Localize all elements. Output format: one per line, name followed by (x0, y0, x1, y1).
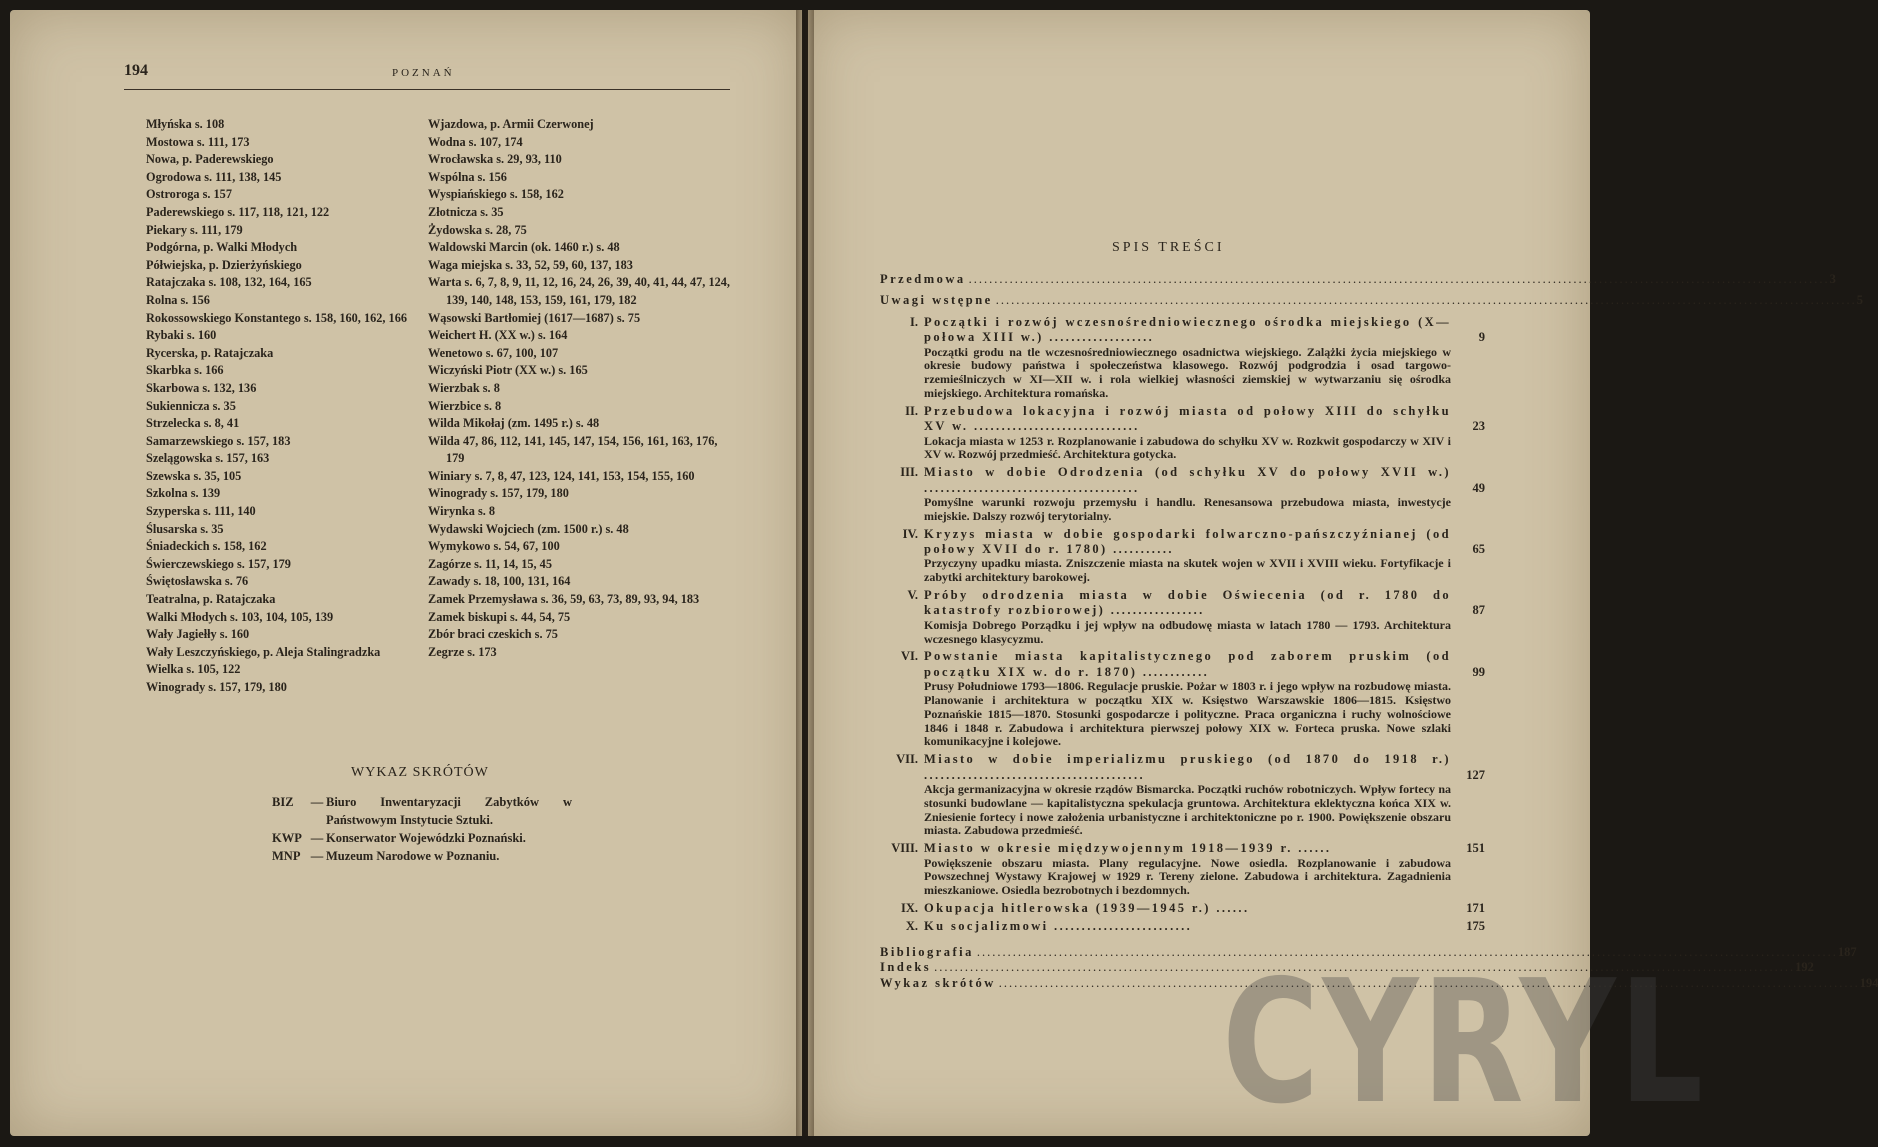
index-entry: Wierzbice s. 8 (428, 398, 502, 413)
index-entry: Wyspiańskiego s. 158, 162 (428, 187, 564, 202)
chapter-title: Początki i rozwój wczesnośredniowiecznego ośrodka miejskiego (X—połowa XIII w.) ................... (924, 314, 1451, 345)
index-entry: Ratajczaka s. 108, 132, 164, 165 (146, 275, 312, 290)
abbreviation-key: MNP (272, 849, 301, 863)
toc-page-number: 5 (1856, 293, 1863, 308)
chapter-number: VII. (896, 752, 918, 767)
chapter-title-row (924, 588, 1485, 619)
chapter-number: VIII. (891, 841, 918, 856)
chapter-body (924, 588, 1485, 646)
chapter-title: Miasto w dobie imperializmu pruskiego (od 1870 do 1918 r.) ........................................ (924, 752, 1451, 782)
chapter-title-row (924, 649, 1485, 680)
index-entry: Waga miejska s. 33, 52, 59, 60, 137, 183 (428, 257, 633, 272)
index-entry: Rokossowskiego Konstantego s. 158, 160, 162, 166 (146, 310, 407, 325)
chapter-body (924, 465, 1485, 523)
chapter-title-row (924, 527, 1485, 558)
index-entry: Skarbka s. 166 (146, 363, 224, 378)
index-entry: Szkolna s. 139 (146, 486, 221, 501)
chapter-title: Ku socjalizmowi ......................... (924, 919, 1193, 934)
index-entry: Zegrze s. 173 (428, 644, 497, 659)
chapter-page-number: 49 (1472, 480, 1485, 495)
toc-page-number: 187 (1837, 944, 1857, 959)
chapter-page-number: 99 (1472, 664, 1485, 679)
index-entry: Wały Leszczyńskiego, p. Aleja Stalingradzka (146, 644, 381, 659)
index-entry: Wspólna s. 156 (428, 169, 507, 184)
index-entry: Wilda 47, 86, 112, 141, 145, 147, 154, 156, 161, 163, 176, 179 (428, 433, 718, 466)
index-column-1 (146, 116, 424, 697)
abbreviation-row (272, 793, 572, 829)
chapter-body (924, 919, 1485, 934)
chapter-page-number: 151 (1466, 841, 1485, 856)
abbreviation-dash: — (310, 849, 324, 863)
index-entry: Szewska s. 35, 105 (146, 468, 242, 483)
toc-chapter (880, 404, 1485, 462)
header-rule (124, 89, 730, 90)
chapter-title: Miasto w okresie międzywojennym 1918—1939 r. ...... (924, 841, 1332, 856)
chapter-page-number: 87 (1472, 603, 1485, 618)
chapter-description: Lokacja miasta w 1253 r. Rozplanowanie i zabudowa do schyłku XV w. Rozkwit gospodarczy w XIV i XV w. Rozwój przedmieść. Architektura gotycka. (924, 433, 1451, 462)
toc-label-wrap (880, 293, 1857, 308)
index-entry: Teatralna, p. Ratajczaka (146, 592, 276, 607)
chapter-body (924, 404, 1485, 462)
toc-row (880, 293, 1863, 308)
index-entry: Waldowski Marcin (ok. 1460 r.) s. 48 (428, 240, 620, 255)
toc-label: Wykaz skrótów (880, 975, 996, 990)
chapter-number: IV. (902, 526, 918, 541)
chapter-body (924, 841, 1485, 898)
index-entry: Paderewskiego s. 117, 118, 121, 122 (146, 204, 330, 219)
index-entry: Szyperska s. 111, 140 (146, 504, 256, 519)
chapter-page-number: 171 (1466, 901, 1485, 916)
index-entry: Rolna s. 156 (146, 292, 210, 307)
index-entry: Wodna s. 107, 174 (428, 134, 523, 149)
toc-chapter (880, 649, 1485, 749)
index-entry: Wąsowski Bartłomiej (1617—1687) s. 75 (428, 310, 641, 325)
table-of-contents (880, 272, 1878, 991)
chapter-number: V. (907, 588, 918, 603)
index-entry: Wielka s. 105, 122 (146, 662, 241, 677)
toc-label: Przedmowa (880, 272, 966, 286)
index-entry: Złotnicza s. 35 (428, 204, 504, 219)
chapter-title: Miasto w dobie Odrodzenia (od schyłku XV do połowy XVII w.) ....................................... (924, 465, 1451, 495)
abbreviation-dash: — (310, 795, 324, 809)
index-entry: Mostowa s. 111, 173 (146, 134, 250, 149)
chapter-page-number: 127 (1466, 767, 1485, 782)
abbreviation-dash: — (310, 831, 324, 845)
index-entry: Wrocławska s. 29, 93, 110 (428, 152, 562, 167)
chapter-title-row (924, 404, 1485, 435)
index-entry: Weichert H. (XX w.) s. 164 (428, 328, 568, 343)
toc-leader-dots (993, 293, 1857, 308)
chapter-number: I. (910, 314, 918, 329)
index-entry: Ogrodowa s. 111, 138, 145 (146, 169, 282, 184)
chapter-number: VI. (900, 649, 918, 664)
watermark-logo: CYRYL (1222, 944, 1707, 1142)
index-entry: Wiczyński Piotr (XX w.) s. 165 (428, 363, 588, 378)
index-entry: Szelągowska s. 157, 163 (146, 451, 270, 466)
chapter-title-row (924, 752, 1485, 783)
chapter-title-row (924, 841, 1485, 856)
chapter-description: Pomyślne warunki rozwoju przemysłu i handlu. Renesansowa przebudowa miasta, inwestycje miejskie. Dalszy rozwój terytorialny. (924, 495, 1451, 523)
chapter-title: Powstanie miasta kapitalistycznego pod zaborem pruskim (od początku XIX w. do r. 1870) ............ (924, 649, 1451, 679)
index-entry: Winiary s. 7, 8, 47, 123, 124, 141, 153, 154, 155, 160 (428, 468, 695, 483)
index-entry: Wymykowo s. 54, 67, 100 (428, 539, 560, 554)
chapter-description: Prusy Południowe 1793—1806. Regulacje pruskie. Pożar w 1803 r. i jego wpływ na rozbudowę miasta. Planowanie i architektura w początku XIX w. Księstwo Warszawskie 1806—1815. Księstwo Poznańskie 1815—1870. Stosunki gospodarcze i polityczne. Praca organiczna i ruchy wolnościowe 1846 i 1848 r. Zabudowa i architektura pierwszej połowy XIX w. Forteca pruska. Nowe szlaki komunikacyjne i kolejowe. (924, 679, 1451, 749)
index-entry: Rycerska, p. Ratajczaka (146, 345, 274, 360)
chapter-page-number: 65 (1472, 542, 1485, 557)
index-entry: Walki Młodych s. 103, 104, 105, 139 (146, 609, 334, 624)
abbreviation-value: Konserwator Wojewódzki Poznański. (326, 831, 526, 845)
abbreviation-row (272, 847, 572, 865)
toc-chapter (880, 465, 1485, 523)
index-entry: Winogrady s. 157, 179, 180 (146, 680, 287, 694)
chapter-number: II. (905, 403, 918, 418)
chapter-number: III. (900, 465, 918, 480)
toc-title: SPIS TREŚCI (1112, 240, 1225, 255)
toc-label: Indeks (880, 960, 932, 975)
chapter-title: Kryzys miasta w dobie gospodarki folwarczno-pańszczyźnianej (od połowy XVII do r. 1780) ........... (924, 526, 1451, 557)
chapter-page-number: 175 (1466, 919, 1485, 934)
index-entry: Wały Jagiełły s. 160 (146, 627, 250, 642)
toc-leader-dots (966, 272, 1830, 287)
index-entry: Śniadeckich s. 158, 162 (146, 539, 267, 554)
index-entry: Żydowska s. 28, 75 (428, 222, 527, 237)
index-entry: Sukiennicza s. 35 (146, 398, 236, 413)
index-entry: Ostroroga s. 157 (146, 187, 232, 202)
chapter-page-number: 9 (1478, 330, 1485, 345)
page-number: 194 (124, 62, 148, 79)
chapter-title-row (924, 465, 1485, 496)
index-entry: Wilda Mikołaj (zm. 1495 r.) s. 48 (428, 416, 600, 431)
index-entry: Wierzbak s. 8 (428, 380, 500, 395)
toc-label-wrap (880, 272, 1830, 287)
index-entry: Zamek Przemysława s. 36, 59, 63, 73, 89, 93, 94, 183 (428, 592, 700, 607)
abbreviation-value: Biuro Inwentaryzacji Zabytków w Państwowym Instytucie Sztuki. (326, 795, 572, 827)
index-entry: Ślusarska s. 35 (146, 521, 224, 536)
toc-chapter (880, 841, 1485, 898)
chapter-number: IX. (900, 901, 918, 916)
toc-chapters (880, 315, 1485, 935)
index-column-2 (428, 116, 738, 661)
toc-page-number: 192 (1795, 960, 1814, 975)
index-entry: Zbór braci czeskich s. 75 (428, 627, 558, 642)
index-entry: Świerczewskiego s. 157, 179 (146, 556, 291, 571)
index-entry: Półwiejska, p. Dzierżyńskiego (146, 257, 302, 272)
index-entry: Strzelecka s. 8, 41 (146, 416, 240, 431)
abbreviation-key: BIZ (272, 795, 294, 809)
chapter-title: Okupacja hitlerowska (1939—1945 r.) ...... (924, 901, 1250, 916)
index-entry: Warta s. 6, 7, 8, 9, 11, 12, 16, 24, 26, 39, 40, 41, 44, 47, 124, 139, 140, 148, 153, 159, 161, 179, 182 (428, 275, 730, 307)
abbreviation-row (272, 829, 572, 847)
chapter-description: Powiększenie obszaru miasta. Plany regulacyjne. Nowe osiedla. Rozplanowanie i zabudowa Powszechnej Wystawy Krajowej w 1929 r. Tereny zielone. Zabudowa i architektura. Zagadnienia mieszkaniowe. Osiedla bezrobotnych i bezdomnych. (924, 855, 1451, 898)
chapter-page-number: 23 (1472, 419, 1485, 434)
chapter-body (924, 649, 1485, 749)
abbreviations-list (272, 793, 572, 865)
chapter-body (924, 901, 1485, 916)
index-entry: Piekary s. 111, 179 (146, 222, 243, 237)
chapter-title-row (924, 901, 1485, 916)
toc-front-matter (880, 272, 1863, 309)
chapter-title: Próby odrodzenia miasta w dobie Oświecenia (od r. 1780 do katastrofy rozbiorowej) ................. (924, 588, 1451, 618)
toc-page-number: 3 (1829, 272, 1836, 286)
toc-chapter (880, 527, 1485, 585)
index-entry: Zawady s. 18, 100, 131, 164 (428, 574, 571, 589)
index-entry: Winogrady s. 157, 179, 180 (428, 486, 569, 501)
running-head: POZNAŃ (392, 67, 455, 79)
index-entry: Świętosławska s. 76 (146, 574, 249, 589)
toc-label: Bibliografia (880, 944, 974, 959)
index-entry: Zamek biskupi s. 44, 54, 75 (428, 609, 571, 624)
toc-page-number: 194 (1859, 975, 1878, 990)
index-entry: Samarzewskiego s. 157, 183 (146, 433, 291, 448)
index-entry: Wenetowo s. 67, 100, 107 (428, 345, 559, 360)
index-entry: Rybaki s. 160 (146, 328, 217, 343)
toc-label: Uwagi wstępne (880, 293, 993, 308)
toc-chapter (880, 588, 1485, 646)
index-entry: Podgórna, p. Walki Młodych (146, 240, 298, 255)
chapter-body (924, 752, 1485, 838)
chapter-title-row (924, 919, 1485, 934)
chapter-title: Przebudowa lokacyjna i rozwój miasta od połowy XIII do schyłku XV w. .............................. (924, 403, 1451, 434)
chapter-number: X. (905, 919, 918, 934)
index-entry: Zagórze s. 11, 14, 15, 45 (428, 556, 552, 571)
toc-chapter (880, 752, 1485, 838)
toc-row (880, 272, 1836, 287)
index-entry: Nowa, p. Paderewskiego (146, 152, 274, 167)
abbreviation-value: Muzeum Narodowe w Poznaniu. (326, 849, 500, 863)
toc-chapter (880, 919, 1485, 934)
index-entry: Wjazdowa, p. Armii Czerwonej (428, 117, 594, 131)
chapter-description: Komisja Dobrego Porządku i jej wpływ na odbudowę miasta w latach 1780 — 1793. Architektura wczesnego klasycyzmu. (924, 617, 1451, 646)
index-entry: Wydawski Wojciech (zm. 1500 r.) s. 48 (428, 521, 629, 536)
index-entry: Skarbowa s. 132, 136 (146, 380, 257, 395)
chapter-title-row (924, 315, 1485, 346)
toc-chapter (880, 901, 1485, 916)
chapter-description: Akcja germanizacyjna w okresie rządów Bismarcka. Początki ruchów robotniczych. Wpływ fortecy na stosunki budowlane — kapitalistyczna spekulacja gruntowa. Architektura eklektyczna końca XIX w. Zniesienie fortecy i nowe założenia urbanistyczne i architektoniczne po r. 1900. Powiększenie obszaru miasta. Zabudowa przedmieść. (924, 782, 1451, 838)
chapter-description: Początki grodu na tle wczesnośredniowiecznego osadnictwa wiejskiego. Zalążki życia miejskiego w okresie budowy państwa i społeczeństwa klasowego. Rozwój podgrodzia i osad targowo-rzemieślniczych w XI—XII w. i rola wielkiej własności ziemskiej w wytwarzaniu się ośrodka miejskiego. Architektura romańska. (924, 344, 1451, 401)
toc-chapter (880, 315, 1485, 401)
index-entry: Młyńska s. 108 (146, 117, 225, 131)
chapter-body (924, 527, 1485, 585)
book-gutter (796, 10, 814, 1136)
abbreviations-title: WYKAZ SKRÓTÓW (351, 765, 489, 780)
chapter-description: Przyczyny upadku miasta. Zniszczenie miasta na skutek wojen w XVII i XVIII wieku. Fortyfikacje i zabytki architektury barokowej. (924, 556, 1451, 585)
index-entry: Wirynka s. 8 (428, 504, 496, 519)
chapter-body (924, 315, 1485, 401)
abbreviation-key: KWP (272, 831, 302, 845)
